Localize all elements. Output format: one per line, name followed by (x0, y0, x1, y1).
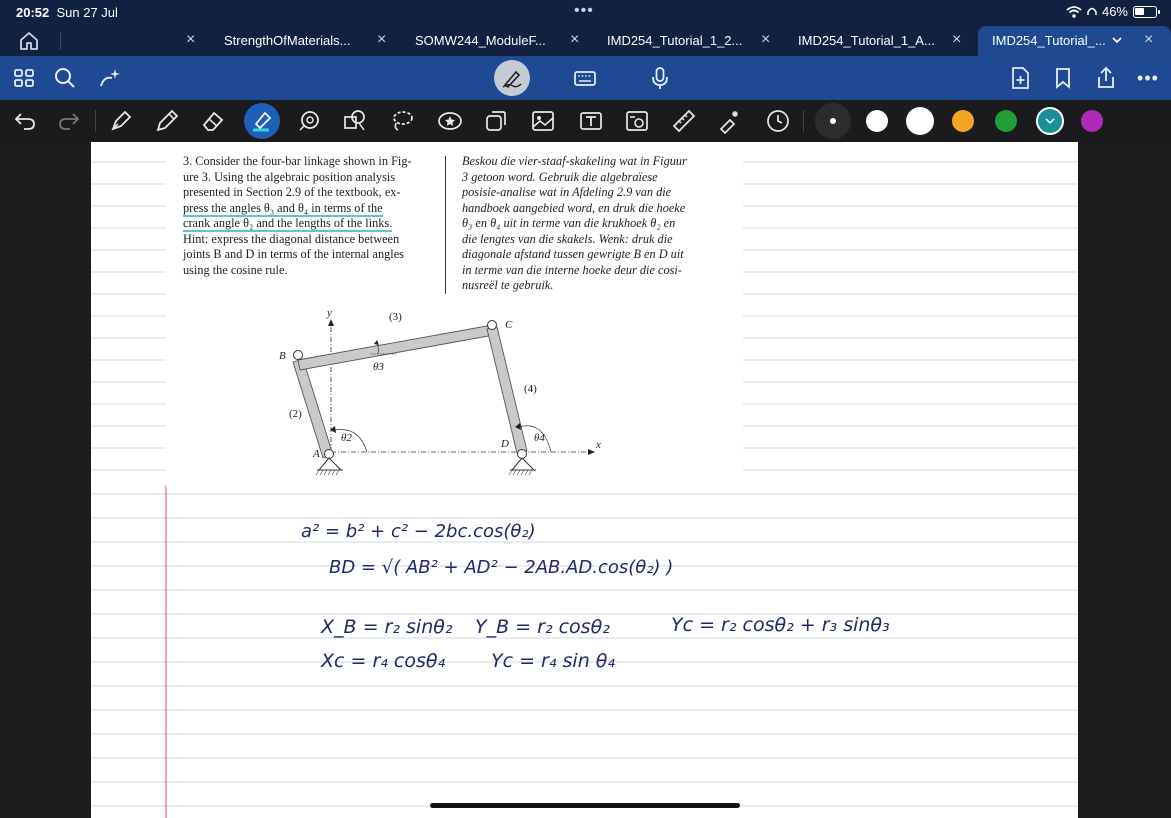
question-line: handboek aangebied word, en druk die hoeke (462, 200, 686, 215)
canvas-margin-right (1078, 142, 1171, 818)
label-link-4: (4) (524, 383, 537, 395)
grid-view-icon[interactable] (12, 66, 36, 90)
close-tab-icon[interactable]: × (1144, 31, 1154, 48)
handwritten-yc-sum: Yc = r₂ cosθ₂ + r₃ sinθ₃ (671, 614, 890, 636)
add-page-icon[interactable] (1008, 66, 1032, 90)
question-line-highlighted: press the angles θ₃ and θ₄ in terms of the (183, 200, 383, 215)
highlighter-tool-button[interactable] (244, 103, 280, 139)
label-x: x (596, 439, 601, 451)
language-divider (445, 156, 446, 294)
question-line: nusreël te gebruik. (462, 278, 554, 292)
question-line: 3 getoon word. Gebruik die algebraïese (462, 169, 658, 184)
label-theta4: θ4 (534, 432, 545, 444)
headphones-icon (1087, 6, 1097, 18)
label-a: A (313, 448, 320, 460)
shapes-icon[interactable] (296, 108, 322, 134)
chevron-down-icon[interactable] (1112, 36, 1122, 44)
drawing-toolbar (0, 100, 1171, 142)
status-bar (0, 0, 1171, 26)
wifi-icon (1066, 6, 1082, 18)
color-swatch-green[interactable] (995, 110, 1017, 132)
ground-support-d (512, 458, 534, 470)
question-afrikaans (462, 154, 698, 294)
color-swatch-teal-selected[interactable] (1036, 107, 1064, 135)
tab-imd254-tutorial-1-a[interactable]: × IMD254_Tutorial_1_A... (761, 31, 935, 48)
note-page[interactable] (91, 142, 1078, 818)
copy-shape-icon[interactable] (483, 108, 509, 134)
pen-scribble-icon (501, 67, 523, 89)
clock-icon[interactable] (765, 108, 791, 134)
label-y: y (327, 307, 332, 319)
text-box-icon[interactable] (578, 108, 604, 134)
handwritten-yb: Y_B = r₂ cosθ₂ (475, 616, 610, 638)
question-line: presented in Section 2.9 of the textbook, ex- (183, 185, 401, 199)
color-swatch-white-small[interactable] (866, 110, 888, 132)
question-line: posisie-analise wat in Afdeling 2.9 van die (462, 185, 672, 199)
bookmark-icon[interactable] (1051, 66, 1075, 90)
battery-icon (1133, 6, 1157, 18)
close-tab-icon[interactable]: × (952, 31, 962, 48)
close-tab-icon[interactable]: × (377, 31, 387, 48)
fountain-pen-icon[interactable] (108, 108, 134, 134)
question-line: joints B and D in terms of the internal angles (183, 247, 404, 261)
keyboard-icon[interactable] (573, 66, 597, 90)
label-b: B (279, 350, 286, 362)
status-right (1066, 4, 1157, 19)
question-line: 3. Consider the four-bar linkage shown in Fig- (183, 154, 412, 168)
pencil-icon[interactable] (154, 108, 180, 134)
battery-percent: 46% (1101, 4, 1128, 19)
chevron-down-icon (1045, 117, 1055, 125)
label-link-3: (3) (389, 311, 402, 323)
tab-bar (0, 26, 1171, 56)
label-link-2: (2) (289, 408, 302, 420)
label-c: C (505, 319, 513, 331)
shapes-stack-icon[interactable] (342, 108, 368, 134)
tab-imd254-tutorial-active[interactable]: IMD254_Tutorial_... × (978, 26, 1171, 56)
question-english (183, 154, 433, 278)
x-axis-arrow (588, 449, 595, 455)
lasso-icon[interactable] (389, 108, 415, 134)
link-4 (487, 327, 527, 453)
joint-b (294, 351, 303, 360)
tab-imd254-tutorial-1-2[interactable]: × IMD254_Tutorial_1_2... (570, 31, 743, 48)
more-options-icon[interactable]: ••• (1137, 68, 1159, 88)
joint-c (488, 321, 497, 330)
question-line: die lengtes van die skakels. Wenk: druk die (462, 231, 673, 246)
question-line: Beskou die vier-staaf-skakeling wat in Figuur (462, 154, 687, 168)
handwritten-xb: X_B = r₂ sinθ₂ (321, 616, 453, 638)
color-swatch-purple[interactable] (1081, 110, 1103, 132)
camera-icon[interactable] (624, 108, 650, 134)
microphone-icon[interactable] (648, 66, 672, 90)
label-theta3: θ3 (373, 361, 384, 373)
question-line: diagonale afstand tussen gewrigte B en D uit (462, 247, 684, 261)
question-line: in terme van die interne hoeke deur die cosi- (462, 262, 682, 277)
color-swatch-orange[interactable] (952, 110, 974, 132)
question-line: θ₃ en θ₄ uit in terme van die krukhoek θ₂ en (462, 216, 676, 230)
home-icon[interactable] (18, 30, 40, 52)
tab-somw244[interactable]: × SOMW244_ModuleF... (377, 31, 546, 48)
handwritten-xc: Xc = r₄ cosθ₄ (321, 650, 446, 672)
label-d: D (501, 438, 509, 450)
handwriting-mode-button[interactable] (494, 60, 530, 96)
document-toolbar (0, 56, 1171, 100)
question-line: ure 3. Using the algebraic position analysis (183, 169, 396, 184)
link-3 (298, 325, 494, 370)
laser-pointer-icon[interactable] (718, 108, 744, 134)
question-line-highlighted: crank angle θ₂ and the lengths of the links. (183, 216, 393, 230)
redo-icon[interactable] (56, 108, 82, 134)
pen-size-dot (830, 118, 836, 124)
color-swatch-white-large[interactable] (906, 107, 934, 135)
ground-support-a (319, 458, 341, 470)
sticker-star-icon[interactable] (437, 108, 463, 134)
close-tab-icon[interactable]: × (761, 31, 771, 48)
ruler-icon[interactable] (671, 108, 697, 134)
y-axis-arrow (328, 319, 334, 326)
sparkle-lasso-icon[interactable] (98, 66, 122, 90)
handwritten-cosine-rule: a² = b² + c² − 2bc.cos(θ₂) (301, 521, 536, 542)
question-line: Hint: express the diagonal distance between (183, 231, 400, 246)
handwritten-yc: Yc = r₄ sin θ₄ (491, 650, 616, 672)
four-bar-linkage-figure (261, 302, 621, 482)
close-tab-icon[interactable]: × (186, 31, 196, 48)
eraser-icon[interactable] (200, 108, 226, 134)
share-icon[interactable] (1094, 66, 1118, 90)
joint-d (518, 450, 527, 459)
home-indicator[interactable] (430, 803, 740, 808)
undo-icon[interactable] (12, 108, 38, 134)
close-tab-icon[interactable]: × (570, 31, 580, 48)
pen-size-button[interactable] (815, 103, 851, 139)
tab-strength-of-materials[interactable]: × StrengthOfMaterials... (186, 31, 351, 48)
multitasking-dots-icon[interactable]: ••• (574, 2, 594, 19)
highlighter-icon (250, 109, 274, 133)
joint-a (325, 450, 334, 459)
canvas-margin-left (0, 142, 91, 818)
status-time: 20:52 Sun 27 Jul (16, 5, 118, 20)
question-line: using the cosine rule. (183, 262, 288, 277)
search-icon[interactable] (53, 66, 77, 90)
label-theta2: θ2 (341, 432, 352, 444)
image-icon[interactable] (530, 108, 556, 134)
handwritten-bd-formula: BD = √( AB² + AD² − 2AB.AD.cos(θ₂) ) (329, 557, 674, 578)
